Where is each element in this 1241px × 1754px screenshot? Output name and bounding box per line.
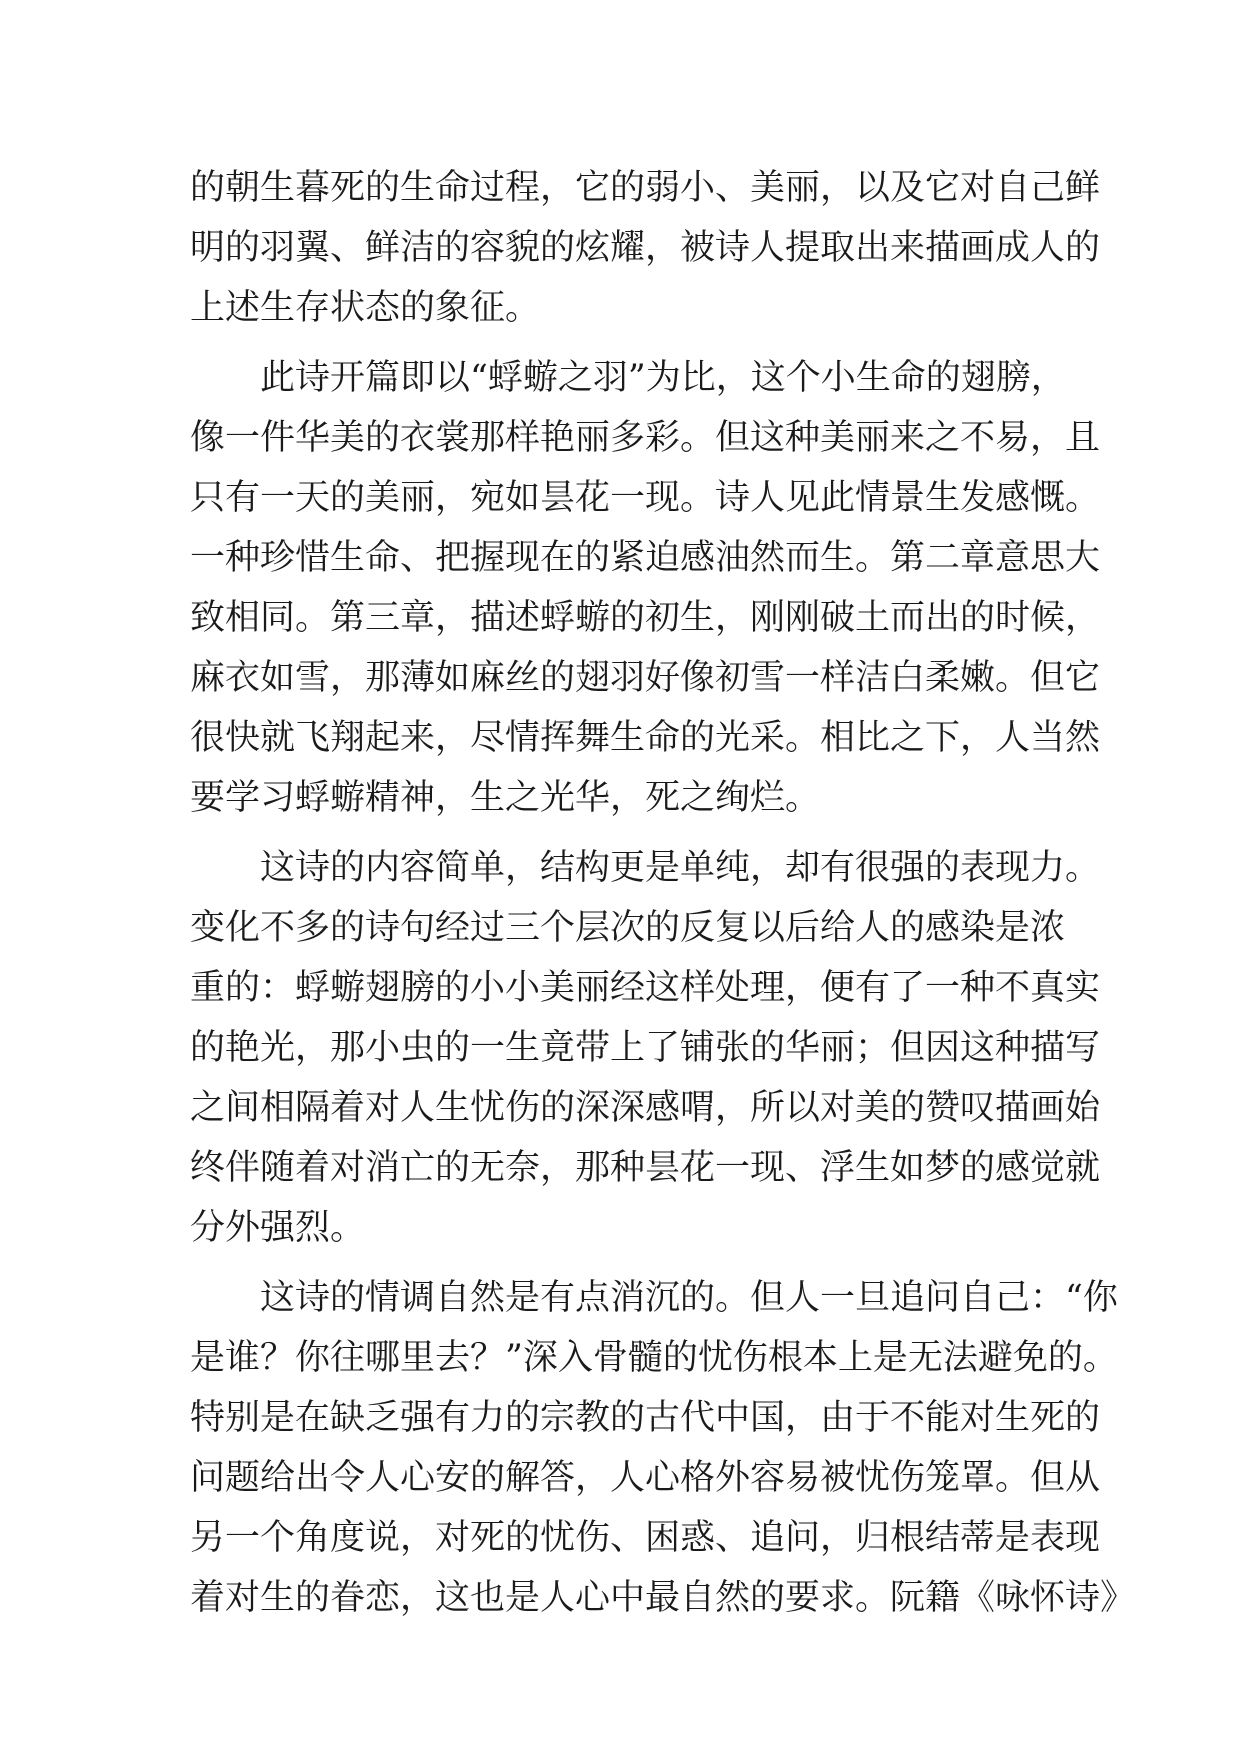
text-line: 像一件华美的衣裳那样艳丽多彩。但这种美丽来之不易，且 <box>190 418 1101 458</box>
paragraph-1 <box>190 158 1101 338</box>
text-line: 终伴随着对消亡的无奈，那种昙花一现、浮生如梦的感觉就 <box>190 1148 1101 1188</box>
text-line: 很快就飞翔起来，尽情挥舞生命的光采。相比之下，人当然 <box>190 718 1101 758</box>
text-line: 的朝生暮死的生命过程，它的弱小、美丽，以及它对自己鲜 <box>190 168 1101 208</box>
body-text <box>190 158 1136 1628</box>
text-line: 致相同。第三章，描述蜉蝣的初生，刚刚破土而出的时候， <box>190 598 1101 638</box>
text-line: 上述生存状态的象征。 <box>190 288 541 328</box>
text-line: 之间相隔着对人生忧伤的深深感喟，所以对美的赞叹描画始 <box>190 1088 1101 1128</box>
text-line: 特别是在缺乏强有力的宗教的古代中国，由于不能对生死的 <box>190 1398 1101 1438</box>
text-line: 明的羽翼、鲜洁的容貌的炫耀，被诗人提取出来描画成人的 <box>190 228 1101 268</box>
text-line: 是谁？你往哪里去？”深入骨髓的忧伤根本上是无法避免的。 <box>190 1338 1118 1378</box>
text-line: 这诗的情调自然是有点消沉的。但人一旦追问自己：“你 <box>190 1278 1118 1318</box>
paragraph-gap <box>190 828 1060 838</box>
text-line: 变化不多的诗句经过三个层次的反复以后给人的感染是浓 <box>190 908 1066 948</box>
text-line: 此诗开篇即以“蜉蝣之羽”为比，这个小生命的翅膀， <box>190 358 1066 398</box>
text-line: 另一个角度说，对死的忧伤、困惑、追问，归根结蒂是表现 <box>190 1518 1101 1558</box>
text-line: 的艳光，那小虫的一生竟带上了铺张的华丽；但因这种描写 <box>190 1028 1101 1068</box>
text-line: 着对生的眷恋，这也是人心中最自然的要求。阮籍《咏怀诗》 <box>190 1578 1136 1618</box>
text-line: 一种珍惜生命、把握现在的紧迫感油然而生。第二章意思大 <box>190 538 1101 578</box>
paragraph-gap <box>190 338 1060 348</box>
text-line: 要学习蜉蝣精神，生之光华，死之绚烂。 <box>190 778 821 818</box>
text-line: 麻衣如雪，那薄如麻丝的翅羽好像初雪一样洁白柔嫩。但它 <box>190 658 1101 698</box>
text-line: 分外强烈。 <box>190 1208 366 1248</box>
paragraph-2 <box>190 348 1101 828</box>
paragraph-3 <box>190 838 1101 1258</box>
text-line: 问题给出令人心安的解答，人心格外容易被忧伤笼罩。但从 <box>190 1458 1101 1498</box>
paragraph-4 <box>190 1268 1136 1628</box>
paragraph-gap <box>190 1258 1060 1268</box>
text-line: 这诗的内容简单，结构更是单纯，却有很强的表现力。 <box>190 848 1101 888</box>
text-line: 只有一天的美丽，宛如昙花一现。诗人见此情景生发感慨。 <box>190 478 1101 518</box>
text-line: 重的：蜉蝣翅膀的小小美丽经这样处理，便有了一种不真实 <box>190 968 1101 1008</box>
